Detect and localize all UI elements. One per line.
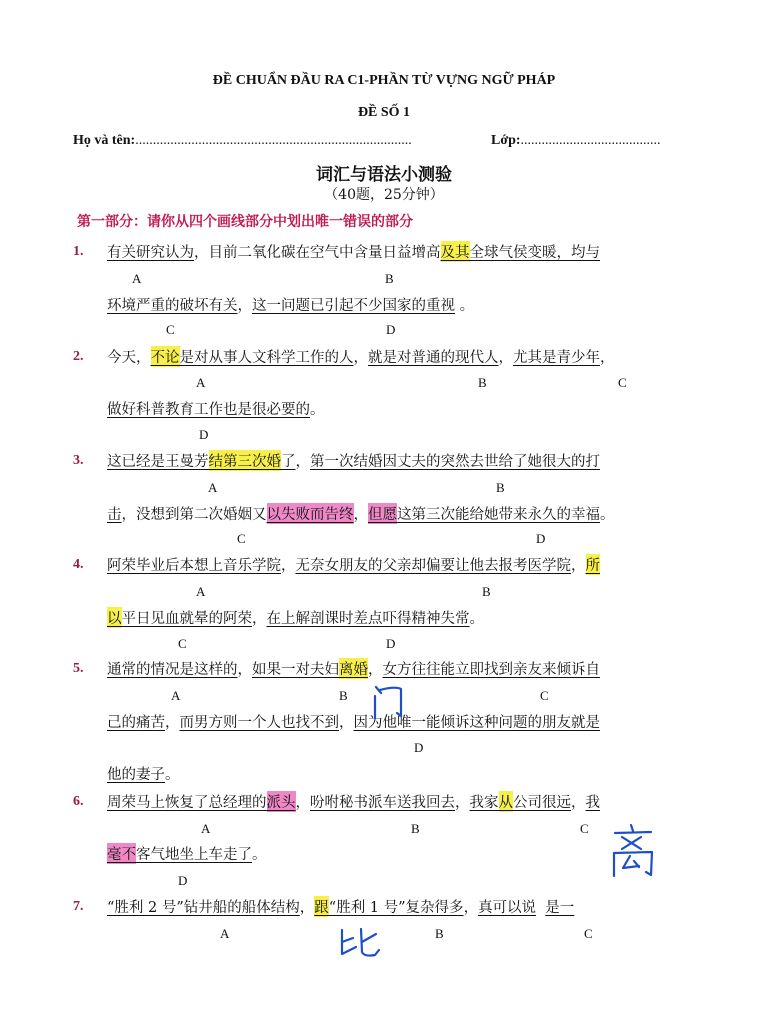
q1-line-1-segment: ，均与 (556, 245, 600, 261)
q2-line-1-segment: ， (498, 350, 513, 366)
quiz-title: 词汇与语法小测验 (316, 165, 452, 185)
q4-line-1-segment: 所 (586, 554, 601, 575)
q4-label-a: A (196, 584, 206, 599)
q5-line-1-segment: 通常的情况是这样的 (107, 662, 238, 678)
q6-line-2-segment: 。 (252, 847, 267, 863)
q6-line-1 (107, 791, 600, 812)
q5-line-3 (107, 763, 180, 784)
q5-label-b: B (339, 688, 348, 703)
q7-line-1-segment: 跟 (314, 896, 329, 917)
q7-line-1-segment: ， (463, 900, 479, 916)
q1-line-1-segment: 全球气侯变暖 (469, 245, 557, 261)
q4-line-1-segment: ， (281, 558, 296, 574)
q2-line-1-segment: 尤其是青少年 (513, 350, 600, 366)
q6-line-2-segment: 客气地坐上车走了 (136, 847, 252, 863)
q1-line-1-segment: ，目前二氧化碳在空气中含量日益增高 (194, 245, 441, 261)
q6-line-1-segment: ， (455, 795, 470, 811)
q2-label-a: A (196, 375, 206, 390)
q5-line-1-segment: 离婚 (339, 658, 368, 679)
q2-line-1-segment: 不论 (151, 346, 180, 367)
q5-line-3-segment: 。 (165, 767, 180, 783)
q3-line-2-segment: 这第三次能给她带来永久的幸福 (397, 507, 600, 523)
q6-line-2-segment: 毫不 (107, 843, 136, 864)
q3-line-2-segment: 。 (600, 507, 615, 523)
question-number-2: 2. (73, 349, 84, 364)
q4-line-1-segment: 阿荣毕业后本想上音乐学院 (107, 558, 281, 574)
exam-number: ĐỀ SỐ 1 (357, 105, 411, 120)
q6-line-1-segment: ， (295, 795, 310, 811)
q7-line-1-segment: “胜利 1 号”复杂得多 (328, 900, 464, 916)
q7-line-1-segment: 是一 (545, 900, 575, 916)
q3-line-2-segment: 击 (107, 507, 122, 523)
q5-line-2-segment: ， (339, 715, 354, 731)
q2-line-1 (107, 346, 615, 367)
q6-line-1-segment: 派头 (267, 791, 296, 812)
class-field[interactable] (491, 133, 661, 149)
q1-line-2-segment: 。 (455, 298, 475, 314)
q5-line-1-segment: 如果一对夫妇 (252, 662, 339, 678)
q6-label-d: D (178, 873, 188, 888)
q1-line-1 (107, 241, 600, 262)
q7-label-b: B (435, 926, 444, 941)
q3-line-1-segment: 这已经是王曼芳 (107, 454, 209, 470)
section-1-heading: 第一部分：请你从四个画线部分中划出唯一错误的部分 (77, 214, 413, 230)
q6-label-a: A (201, 821, 211, 836)
q6-line-2 (107, 843, 267, 864)
q6-line-1-segment: 公司很远 (513, 795, 571, 811)
q4-line-2-segment: 在上解剖课时差点吓得精神失常 (266, 611, 470, 627)
q6-label-b: B (411, 821, 420, 836)
q5-line-2-segment: ， (165, 715, 180, 731)
question-number-6: 6. (73, 794, 84, 809)
q2-line-2-segment: 。 (310, 402, 325, 418)
q5-label-a: A (171, 688, 181, 703)
q1-line-2-segment: 这一问题已引起不少国家的重视 (252, 298, 455, 314)
q1-line-1-segment: 及其 (441, 241, 470, 262)
q1-label-c: C (166, 322, 175, 337)
q5-line-1 (107, 658, 600, 679)
q5-label-d: D (414, 740, 424, 755)
q3-line-2 (107, 503, 615, 524)
q5-line-1-segment: 女方往往能立即找到亲友来倾诉自 (382, 662, 600, 678)
q6-line-1-segment: ， (571, 795, 586, 811)
q6-line-1-segment: 吩咐秘书派车送我回去 (310, 795, 455, 811)
name-field[interactable] (73, 133, 412, 149)
q1-line-2 (107, 294, 474, 315)
q2-label-d: D (199, 427, 209, 442)
q4-line-2-segment: 以 (107, 607, 122, 628)
q2-line-1-segment: 是对从事人文科学工作的人 (179, 350, 354, 366)
q5-line-3-segment: 他的妻子 (107, 767, 165, 783)
handwritten-mark-q6 (607, 822, 659, 878)
q7-line-1 (107, 896, 574, 917)
q7-line-1-segment: “胜利 2 号”钻井船的船体结构 (107, 900, 300, 916)
q4-label-d: D (386, 636, 396, 651)
q7-line-1-segment (536, 900, 545, 916)
handwritten-mark-q5 (368, 682, 408, 720)
q1-line-2-segment: 环境严重的破坏有关 (107, 298, 238, 314)
q5-line-1-segment: ， (237, 662, 252, 678)
q3-label-b: B (496, 480, 505, 495)
q5-line-2-segment: 因为他唯一能倾诉这种问题的朋友就是 (353, 715, 600, 731)
q3-label-d: D (536, 531, 546, 546)
q5-line-2-segment: 而男方则一个人也找不到 (179, 715, 339, 731)
q3-line-1-segment: 了 (281, 454, 296, 470)
q4-label-b: B (482, 584, 491, 599)
q6-label-c: C (580, 821, 589, 836)
q4-line-1 (107, 554, 600, 575)
name-label: Họ và tên: (73, 133, 136, 148)
q2-line-1-segment: 今天， (107, 350, 151, 366)
q3-line-2-segment: ， (353, 507, 368, 523)
q4-line-1-segment: 无奈女朋友的父亲却偏要让他去报考医学院 (295, 558, 571, 574)
q3-line-1 (107, 450, 600, 471)
question-number-3: 3. (73, 453, 84, 468)
q3-label-a: A (208, 480, 218, 495)
q4-line-2-segment: ， (252, 611, 267, 627)
question-number-4: 4. (73, 557, 84, 572)
q5-line-2 (107, 711, 600, 732)
q2-line-1-segment: ， (600, 350, 615, 366)
q6-line-1-segment: 我家 (469, 795, 499, 811)
q7-label-a: A (220, 926, 230, 941)
q6-line-1-segment: 周荣马上恢复了总经理的 (107, 795, 267, 811)
class-dots: ........................................ (520, 133, 661, 148)
exam-header-title: ĐỀ CHUẨN ĐẦU RA C1-PHẦN TỪ VỰNG NGỮ PHÁP (212, 73, 556, 88)
question-number-5: 5. (73, 661, 84, 676)
q2-label-c: C (618, 375, 627, 390)
q3-line-1-segment: 第一次结婚因丈夫的突然去世给了她很大的打 (310, 454, 600, 470)
name-dots: ............................................................................... (135, 133, 412, 148)
class-label: Lớp: (491, 133, 521, 148)
q5-line-1-segment: ， (368, 662, 383, 678)
q1-label-a: A (132, 271, 142, 286)
q7-line-1-segment: 真可以说 (478, 900, 537, 916)
q4-line-2 (107, 607, 484, 628)
q2-line-2-segment: 做好科普教育工作也是很必要的 (107, 402, 310, 418)
q6-line-1-segment: 我 (585, 795, 600, 811)
q7-label-c: C (584, 926, 593, 941)
q1-line-2-segment: ， (237, 298, 252, 314)
q4-label-c: C (178, 636, 187, 651)
question-number-1: 1. (73, 244, 84, 259)
q2-label-b: B (478, 375, 487, 390)
q4-line-1-segment: ， (571, 558, 586, 574)
question-number-7: 7. (73, 899, 84, 914)
q7-line-1-segment: ， (299, 900, 315, 916)
q3-line-2-segment: ，没想到第二次婚姻又 (121, 507, 267, 523)
q3-line-2-segment: 但愿 (368, 503, 397, 524)
quiz-subtitle: （40题，25分钟） (324, 187, 444, 203)
q5-line-2-segment: 己的痛苦 (107, 715, 165, 731)
q2-line-1-segment: ， (353, 350, 368, 366)
q6-line-1-segment: 从 (499, 791, 514, 812)
q5-label-c: C (540, 688, 549, 703)
q3-label-c: C (237, 531, 246, 546)
q4-line-2-segment: 。 (469, 611, 484, 627)
handwritten-mark-q7 (337, 926, 383, 960)
q1-line-1-segment: 有关研究认为 (107, 245, 194, 261)
q2-line-1-segment: 就是对普通的现代人 (368, 350, 499, 366)
q4-line-2-segment: 平日见血就晕的阿荣 (121, 611, 252, 627)
q1-label-b: B (385, 271, 394, 286)
q1-label-d: D (386, 322, 396, 337)
q2-line-2 (107, 398, 325, 419)
q3-line-2-segment: 以失败而告终 (267, 503, 354, 524)
q3-line-1-segment: ， (295, 454, 310, 470)
q3-line-1-segment: 结第三次婚 (209, 450, 282, 471)
